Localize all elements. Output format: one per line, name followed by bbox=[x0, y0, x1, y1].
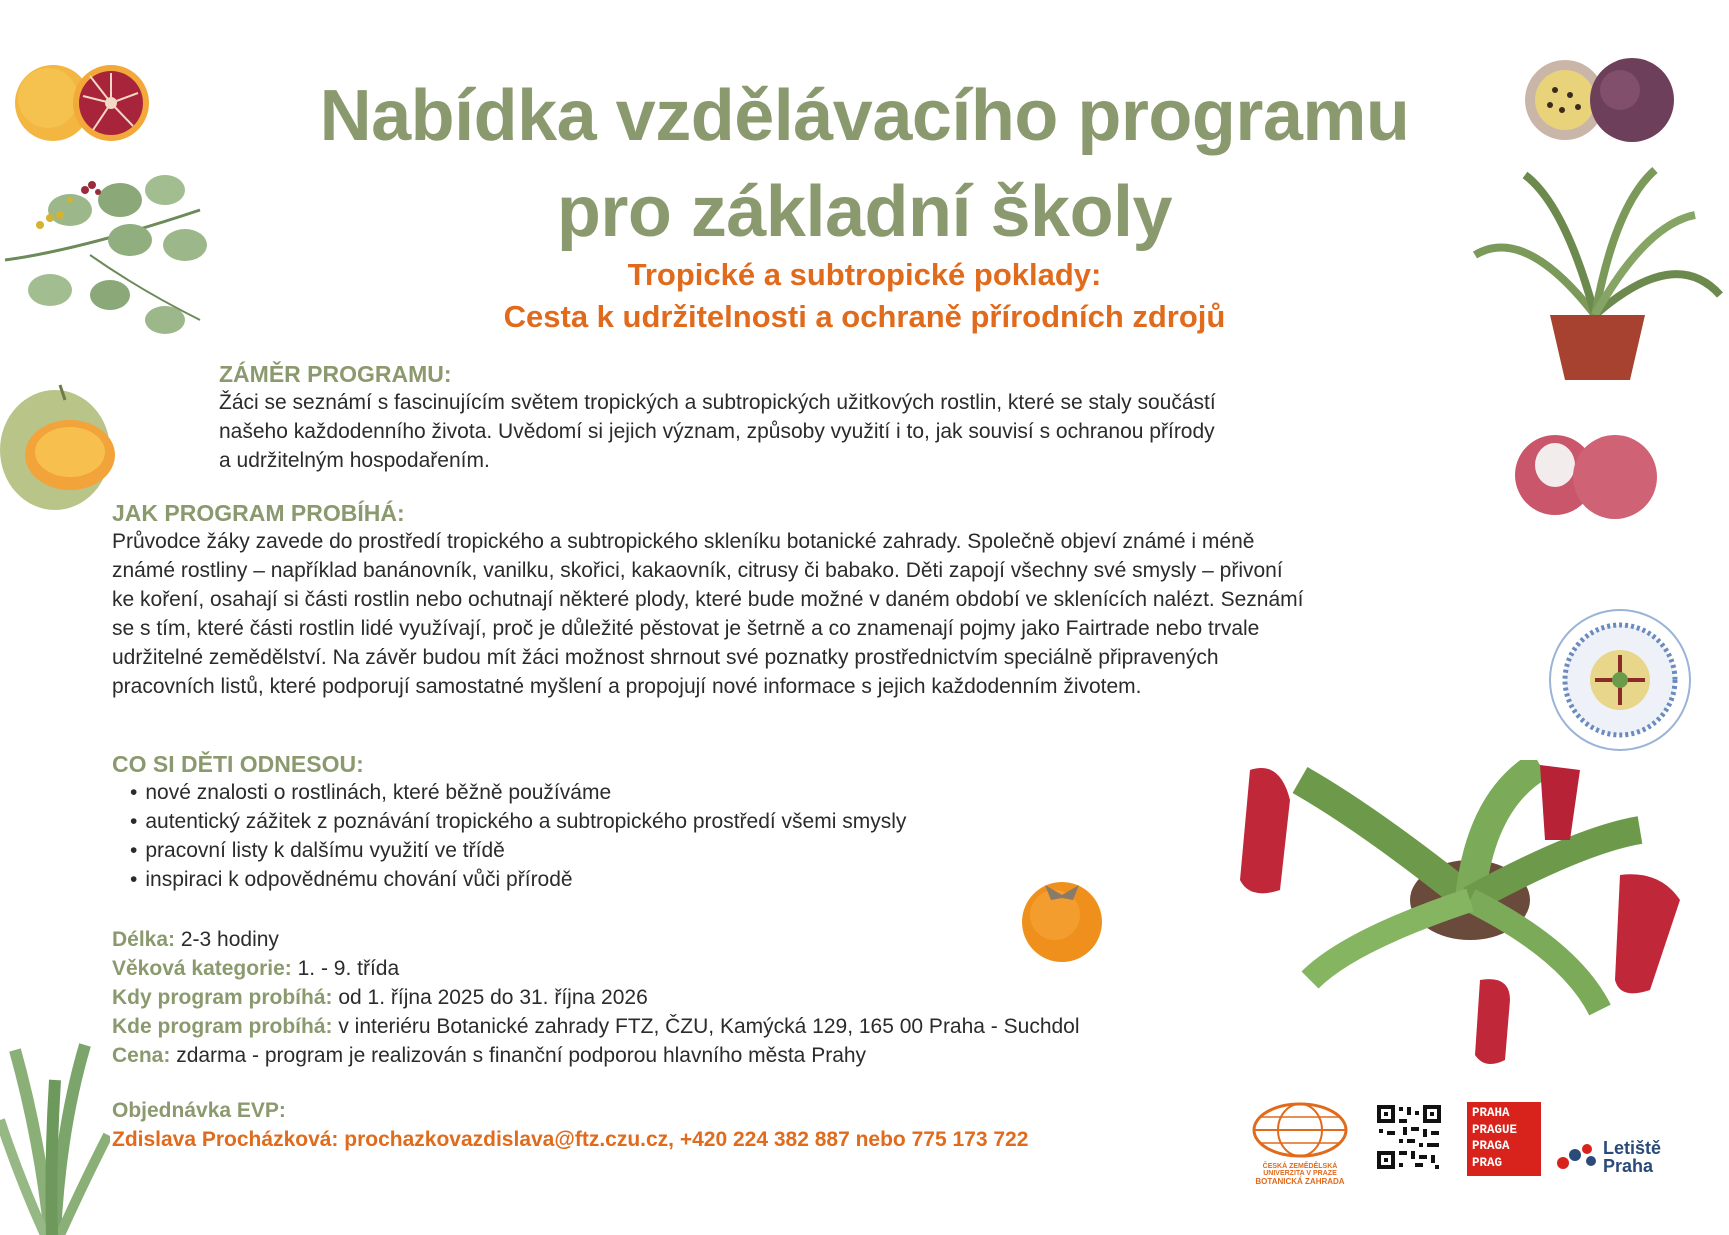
qr-code-icon[interactable] bbox=[1375, 1103, 1443, 1171]
info-kdy bbox=[112, 983, 1312, 1012]
info-label: Kde program probíhá: bbox=[112, 1015, 333, 1038]
czu-logo-line-1: ČESKÁ ZEMĚDĚLSKÁ UNIVERZITA V PRAZE bbox=[1262, 1163, 1338, 1177]
prubeh-line: pracovních listů, které podporují samostatné myšlení a propojují nové informace s jejich každodenním životem. bbox=[112, 675, 1142, 698]
czu-logo bbox=[1250, 1102, 1350, 1186]
aloe-illustration bbox=[0, 1040, 110, 1235]
odnesou-heading: CO SI DĚTI ODNESOU: bbox=[112, 751, 364, 777]
zamer-text bbox=[219, 388, 1519, 475]
info-cena bbox=[112, 1041, 1312, 1070]
info-label: Délka: bbox=[112, 928, 176, 951]
globe-icon bbox=[1250, 1102, 1350, 1158]
list-item: • pracovní listy k dalšímu využití ve třídě bbox=[130, 836, 1112, 865]
praha-logo-line: PRAG bbox=[1472, 1155, 1503, 1170]
praha-logo-line: PRAHA bbox=[1472, 1106, 1510, 1120]
title-line-1: Nabídka vzdělávacího programu bbox=[319, 76, 1410, 156]
zamer-line: našeho každodenního života. Uvědomí si jejich význam, způsoby využití i to, jak souvisí s ochranou přírody bbox=[219, 420, 1215, 443]
czu-logo-line-2: BOTANICKÁ ZAHRADA bbox=[1255, 1177, 1345, 1186]
zamer-heading: ZÁMĚR PROGRAMU: bbox=[219, 361, 452, 387]
prubeh-line: se s tím, které části rostlin lidé využívají, proč je důležité pěstovat je šetrně a co znamenají pojmy jako Fairtrade nebo trvale bbox=[112, 617, 1260, 640]
letiste-praha-logo bbox=[1555, 1137, 1685, 1177]
letiste-line-1: Letiště bbox=[1603, 1138, 1662, 1158]
airport-logo-icon bbox=[1555, 1141, 1599, 1171]
info-value: zdarma - program je realizován s finanční podporou hlavního města Prahy bbox=[170, 1044, 867, 1067]
list-item: • inspiraci k odpovědnému chování vůči přírodě bbox=[130, 865, 1112, 894]
info-value: 2-3 hodiny bbox=[175, 928, 279, 951]
section-odnesou bbox=[112, 750, 1112, 894]
title-line-2: pro základní školy bbox=[556, 172, 1173, 252]
prubeh-text bbox=[112, 527, 1592, 701]
praha-logo bbox=[1467, 1102, 1541, 1176]
section-order bbox=[112, 1096, 1262, 1154]
odnesou-list bbox=[130, 778, 1112, 894]
prubeh-line: Průvodce žáky zavede do prostředí tropického a subtropického skleníku botanické zahrady. Společně objeví známé i méně bbox=[112, 530, 1255, 553]
list-item: • nové znalosti o rostlinách, které běžně používáme bbox=[130, 778, 1112, 807]
letiste-line-2: Praha bbox=[1603, 1156, 1654, 1176]
info-kde bbox=[112, 1012, 1312, 1041]
citrus-illustration bbox=[8, 58, 153, 148]
page-subtitle bbox=[150, 254, 1579, 338]
info-value: v interiéru Botanické zahrady FTZ, ČZU, Kamýcká 129, 165 00 Praha - Suchdol bbox=[332, 1015, 1080, 1038]
info-label: Kdy program probíhá: bbox=[112, 986, 333, 1009]
info-label: Věková kategorie: bbox=[112, 957, 292, 980]
prubeh-line: ke koření, osahají si části rostlin nebo ochutnají některé plody, které bude možné v daném období ve sklenících nalézt. Seznámí bbox=[112, 588, 1304, 611]
info-value: 1. - 9. třída bbox=[291, 957, 400, 980]
info-delka bbox=[112, 925, 1312, 954]
subtitle-line-2: Cesta k udržitelnosti a ochraně přírodních zdrojů bbox=[503, 299, 1226, 334]
page-title bbox=[150, 68, 1579, 260]
info-label: Cena: bbox=[112, 1044, 171, 1067]
order-label: Objednávka EVP: bbox=[112, 1099, 286, 1122]
info-vek bbox=[112, 954, 1312, 983]
section-info bbox=[112, 925, 1312, 1070]
praha-logo-line: PRAGA bbox=[1472, 1139, 1510, 1153]
prubeh-line: udržitelné zemědělství. Na závěr budou mít žáci možnost shrnout své poznatky prostřednictvím speciálně připravených bbox=[112, 646, 1219, 669]
order-contact[interactable]: Zdislava Procházková: prochazkovazdislava@ftz.czu.cz, +420 224 382 887 nebo 775 173 722 bbox=[112, 1128, 1029, 1151]
subtitle-line-1: Tropické a subtropické poklady: bbox=[627, 257, 1102, 292]
section-zamer bbox=[219, 360, 1519, 475]
prubeh-heading: JAK PROGRAM PROBÍHÁ: bbox=[112, 500, 405, 526]
zamer-line: Žáci se seznámí s fascinujícím světem tropických a subtropických užitkových rostlin, které se staly součástí bbox=[219, 391, 1216, 414]
info-value: od 1. října 2025 do 31. října 2026 bbox=[332, 986, 648, 1009]
list-item: • autentický zážitek z poznávání tropického a subtropického prostředí všemi smysly bbox=[130, 807, 1112, 836]
zamer-line: a udržitelným hospodařením. bbox=[219, 449, 490, 472]
durian-illustration bbox=[0, 380, 130, 515]
section-prubeh bbox=[112, 499, 1592, 701]
prubeh-line: známé rostliny – například banánovník, vanilku, skořici, kakaovník, citrusy či babako. Děti zapojí všechny své smysly – přivoní bbox=[112, 559, 1283, 582]
praha-logo-line: PRAGUE bbox=[1472, 1122, 1518, 1137]
